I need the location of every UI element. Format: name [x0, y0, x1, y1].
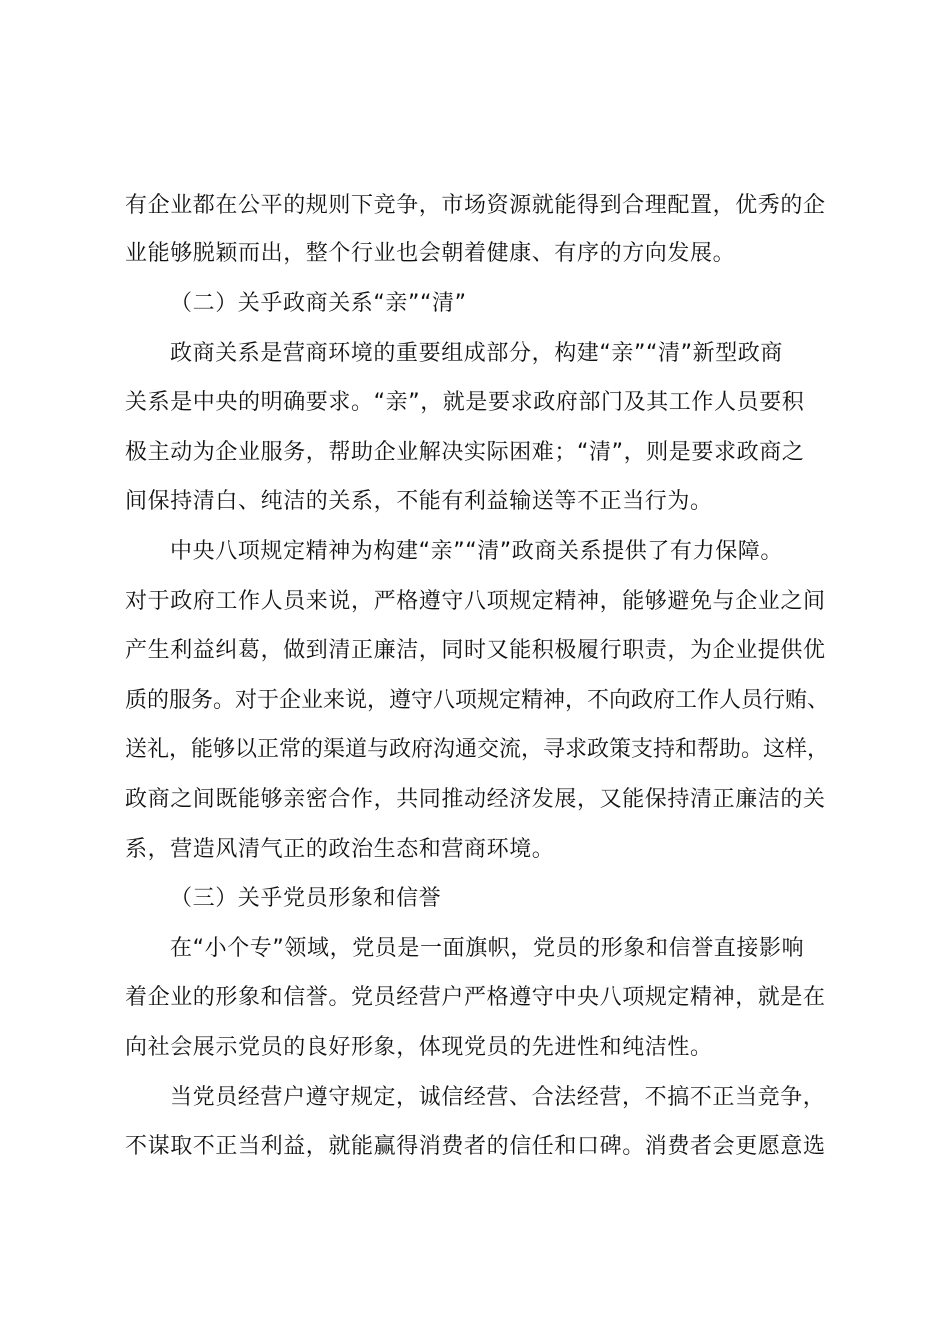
paragraph-line: 不谋取不正当利益，就能赢得消费者的信任和口碑。消费者会更愿意选: [125, 1134, 826, 1159]
paragraph-line: 关系是中央的明确要求。“亲”，就是要求政府部门及其工作人员要积: [125, 390, 805, 415]
paragraph-line: 对于政府工作人员来说，严格遵守八项规定精神，能够避免与企业之间: [125, 589, 826, 614]
paragraph-line: 极主动为企业服务，帮助企业解决实际困难；“清”，则是要求政商之: [125, 440, 805, 465]
section-heading: （三）关乎党员形象和信誉: [170, 886, 442, 911]
paragraph-line: 向社会展示党员的良好形象，体现党员的先进性和纯洁性。: [125, 1035, 713, 1060]
paragraph-line: 系，营造风清气正的政治生态和营商环境。: [125, 837, 555, 862]
paragraph-line: 产生利益纠葛，做到清正廉洁，同时又能积极履行职责，为企业提供优: [125, 638, 826, 663]
paragraph-line: 间保持清白、纯洁的关系，不能有利益输送等不正当行为。: [125, 489, 713, 514]
paragraph-line: 政商之间既能够亲密合作，共同推动经济发展，又能保持清正廉洁的关: [125, 787, 826, 812]
paragraph-line: 业能够脱颖而出，整个行业也会朝着健康、有序的方向发展。: [125, 241, 736, 266]
paragraph-line: 着企业的形象和信誉。党员经营户严格遵守中央八项规定精神，就是在: [125, 985, 826, 1010]
paragraph-line: 有企业都在公平的规则下竞争，市场资源就能得到合理配置，优秀的企: [125, 193, 826, 218]
paragraph-line: 当党员经营户遵守规定，诚信经营、合法经营，不搞不正当竞争，: [170, 1085, 826, 1110]
section-heading: （二）关乎政商关系“亲”“清”: [170, 291, 467, 316]
paragraph-line: 送礼，能够以正常的渠道与政府沟通交流，寻求政策支持和帮助。这样，: [125, 737, 830, 762]
paragraph-line: 中央八项规定精神为构建“亲”“清”政商关系提供了有力保障。: [170, 539, 783, 564]
paragraph-line: 政商关系是营商环境的重要组成部分，构建“亲”“清”新型政商: [170, 341, 783, 366]
paragraph-line: 质的服务。对于企业来说，遵守八项规定精神，不向政府工作人员行贿、: [125, 688, 830, 713]
paragraph-line: 在“小个专”领域，党员是一面旗帜，党员的形象和信誉直接影响: [170, 936, 805, 961]
